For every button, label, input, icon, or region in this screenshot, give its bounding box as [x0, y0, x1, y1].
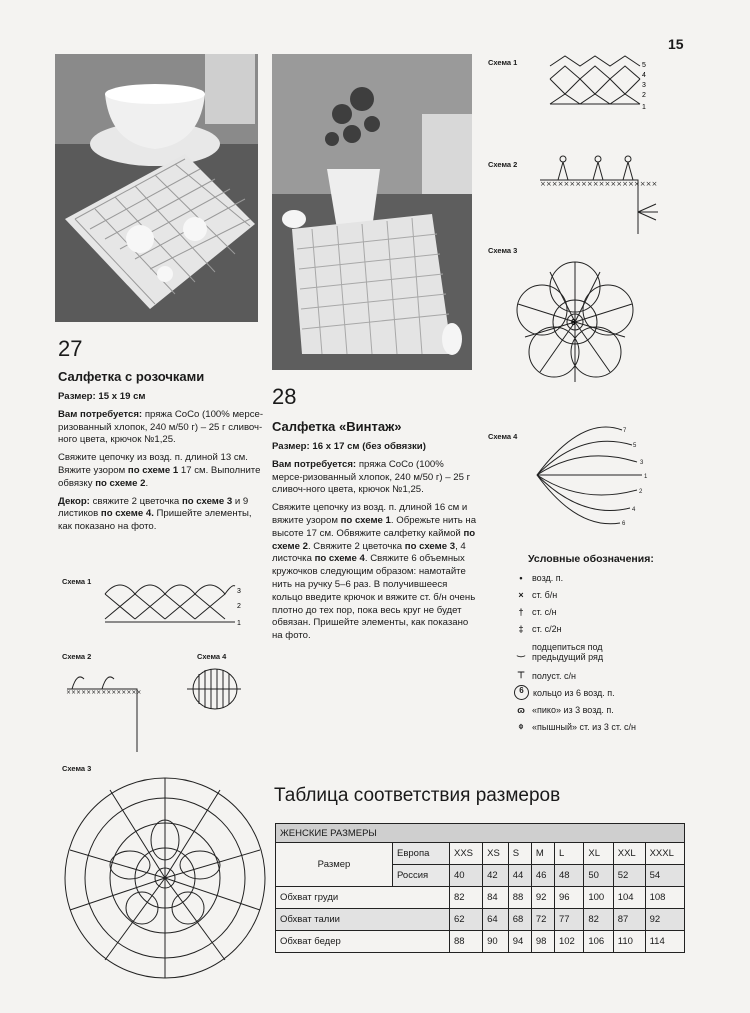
table-cell: 88 [508, 887, 531, 909]
table-row [276, 909, 685, 931]
table-cell: 100 [584, 887, 613, 909]
scheme-1-diagram-left [100, 574, 248, 632]
scheme-2-label-right: Схема 2 [488, 160, 518, 169]
table-cell: XXXL [645, 843, 684, 865]
table-cell: XS [483, 843, 509, 865]
table-cell: 106 [584, 931, 613, 953]
table-cell: 102 [554, 931, 583, 953]
item-27-needs: Вам потребуется: пряжа CoCo (100% мерсе-ризованный хлопок, 240 м/50 г) – 25 г сливоч-ного цвета, крючок №1,25. [58, 408, 264, 446]
table-cell: 46 [531, 865, 554, 887]
table-cell: 92 [645, 909, 684, 931]
europe-label: Европа [393, 843, 450, 865]
legend-item: ɷ «пико» из 3 возд. п. [517, 704, 614, 715]
table-cell: 110 [613, 931, 645, 953]
scheme-3-label-left: Схема 3 [62, 764, 92, 773]
table-cell: 48 [554, 865, 583, 887]
table-cell: 84 [483, 887, 509, 909]
scheme-3-label-right: Схема 3 [488, 246, 518, 255]
table-cell: 96 [554, 887, 583, 909]
table-cell: 104 [613, 887, 645, 909]
svg-text:×××××××××××××××: ××××××××××××××× [66, 689, 142, 696]
scheme-2-label-left: Схема 2 [62, 652, 92, 661]
table-cell: 77 [554, 909, 583, 931]
page-number: 15 [668, 36, 684, 52]
table-cell: XXL [613, 843, 645, 865]
item-27-instructions: Свяжите цепочку из возд. п. длиной 13 см. Вяжите узором по схеме 1 17 см. Выполните обвязку по схеме 2. [58, 452, 261, 489]
scheme-1-row-4: 4 [642, 72, 646, 79]
scheme-4-diagram-right [522, 420, 662, 530]
scheme-2-diagram-right [538, 152, 668, 240]
size-table-section: ЖЕНСКИЕ РАЗМЕРЫ [276, 824, 685, 843]
scheme-1-row-3: 3 [642, 82, 646, 89]
scheme-1-row-1: 1 [642, 104, 646, 111]
table-cell: 50 [584, 865, 613, 887]
row-label: Обхват талии [276, 909, 450, 931]
scheme-1-label-right: Схема 1 [488, 58, 518, 67]
scheme-3-diagram-left [60, 770, 270, 992]
table-cell: 68 [508, 909, 531, 931]
size-table-section-row [276, 824, 685, 843]
size-table [275, 823, 685, 953]
item-27-title: Салфетка с розочками [58, 369, 205, 384]
size-label: Размер [276, 843, 393, 887]
scheme-1-left-row-1: 1 [237, 620, 241, 627]
item-28-body [272, 441, 477, 643]
scheme-4-label-left: Схема 4 [197, 652, 227, 661]
table-cell: 94 [508, 931, 531, 953]
svg-text:1: 1 [644, 474, 648, 480]
legend-item: ‿ подцепиться под предыдущий ряд [517, 642, 604, 662]
legend-item: • возд. п. [519, 572, 564, 583]
scheme-1-row-2: 2 [642, 92, 646, 99]
row-label: Обхват бедер [276, 931, 450, 953]
row-label: Обхват груди [276, 887, 450, 909]
photo-doily-vintage [272, 54, 472, 370]
table-cell: 72 [531, 909, 554, 931]
table-cell: 82 [584, 909, 613, 931]
table-cell: 40 [450, 865, 483, 887]
table-cell: 108 [645, 887, 684, 909]
legend-item: † ст. с/н [518, 606, 557, 617]
svg-text:××××××××××××××××××××: ×××××××××××××××××××× [540, 180, 658, 188]
legend-title: Условные обозначения: [528, 553, 654, 565]
item-28-title: Салфетка «Винтаж» [272, 419, 402, 434]
table-cell: 42 [483, 865, 509, 887]
scheme-3-diagram-right [500, 242, 650, 402]
table-cell: 62 [450, 909, 483, 931]
item-27-size: Размер: 15 х 19 см [58, 391, 146, 402]
scheme-1-diagram-right [545, 54, 650, 114]
table-cell: 88 [450, 931, 483, 953]
size-table-row-europe [276, 843, 685, 865]
item-28-instructions: Свяжите цепочку из возд. п. длиной 16 см и вяжите узором по схеме 1. Обрежьте нить на высоте 17 см. Обвяжите салфетку каймой по схеме 2. Свяжите 2 цветочка по схеме 3, 4 листочка по схеме 4. Свяжите 6 объемных кружочков следующим образом: намотайте нить на ручку 5–6 раз. В получившееся кольцо введите крючок и вяжите ст. б/н очень плотно до тех пор, пока весь круг не будет обвязан. Пришейте элементы, как показано на фото. [272, 502, 477, 642]
scheme-1-left-row-3: 3 [237, 588, 241, 595]
scheme-2-diagram-left [62, 664, 157, 759]
legend-list [510, 569, 710, 735]
svg-text:5: 5 [633, 443, 637, 449]
scheme-1-left-row-2: 2 [237, 603, 241, 610]
table-cell: 87 [613, 909, 645, 931]
table-cell: 44 [508, 865, 531, 887]
table-row [276, 931, 685, 953]
svg-text:4: 4 [632, 507, 636, 513]
table-cell: 90 [483, 931, 509, 953]
scheme-4-label-right: Схема 4 [488, 432, 518, 441]
table-cell: XL [584, 843, 613, 865]
table-cell: 64 [483, 909, 509, 931]
table-cell: 54 [645, 865, 684, 887]
item-28-needs: Вам потребуется: пряжа CoCo (100% мерсе-ризованный хлопок, 240 м/50 г) – 25 г сливоч-ного цвета, крючок №1,25. [272, 458, 471, 496]
svg-text:2: 2 [639, 489, 643, 495]
scheme-4-diagram-left [185, 664, 243, 714]
table-cell: 98 [531, 931, 554, 953]
table-cell: 114 [645, 931, 684, 953]
russia-label: Россия [393, 865, 450, 887]
table-cell: M [531, 843, 554, 865]
legend-item: 6 кольцо из 6 возд. п. [510, 684, 710, 701]
legend-item: ⌽ «пышный» ст. из 3 ст. с/н [518, 721, 636, 732]
table-cell: 52 [613, 865, 645, 887]
svg-text:3: 3 [640, 460, 644, 466]
legend-item: × ст. б/н [518, 589, 558, 600]
scheme-1-row-5: 5 [642, 62, 646, 69]
item-27-body [58, 391, 266, 534]
table-cell: L [554, 843, 583, 865]
svg-text:6: 6 [571, 318, 576, 327]
legend-item: ⊤ полуст. с/н [517, 670, 576, 681]
item-27-decor: Декор: свяжите 2 цветочка по схеме 3 и 9 листиков по схеме 4. Пришейте элементы, как показано на фото. [58, 495, 252, 533]
svg-text:6: 6 [622, 521, 626, 527]
item-28-number: 28 [272, 384, 297, 409]
size-table-title: Таблица соответствия размеров [274, 785, 561, 806]
table-row [276, 887, 685, 909]
photo-doily-roses [55, 54, 258, 322]
table-cell: XXS [450, 843, 483, 865]
table-cell: 82 [450, 887, 483, 909]
item-27-number: 27 [58, 336, 83, 361]
table-cell: S [508, 843, 531, 865]
svg-text:7: 7 [623, 428, 627, 434]
table-cell: 92 [531, 887, 554, 909]
legend-item: ‡ ст. с/2н [518, 623, 562, 634]
scheme-1-label-left: Схема 1 [62, 577, 92, 586]
item-28-size: Размер: 16 х 17 см (без обвязки) [272, 441, 426, 452]
